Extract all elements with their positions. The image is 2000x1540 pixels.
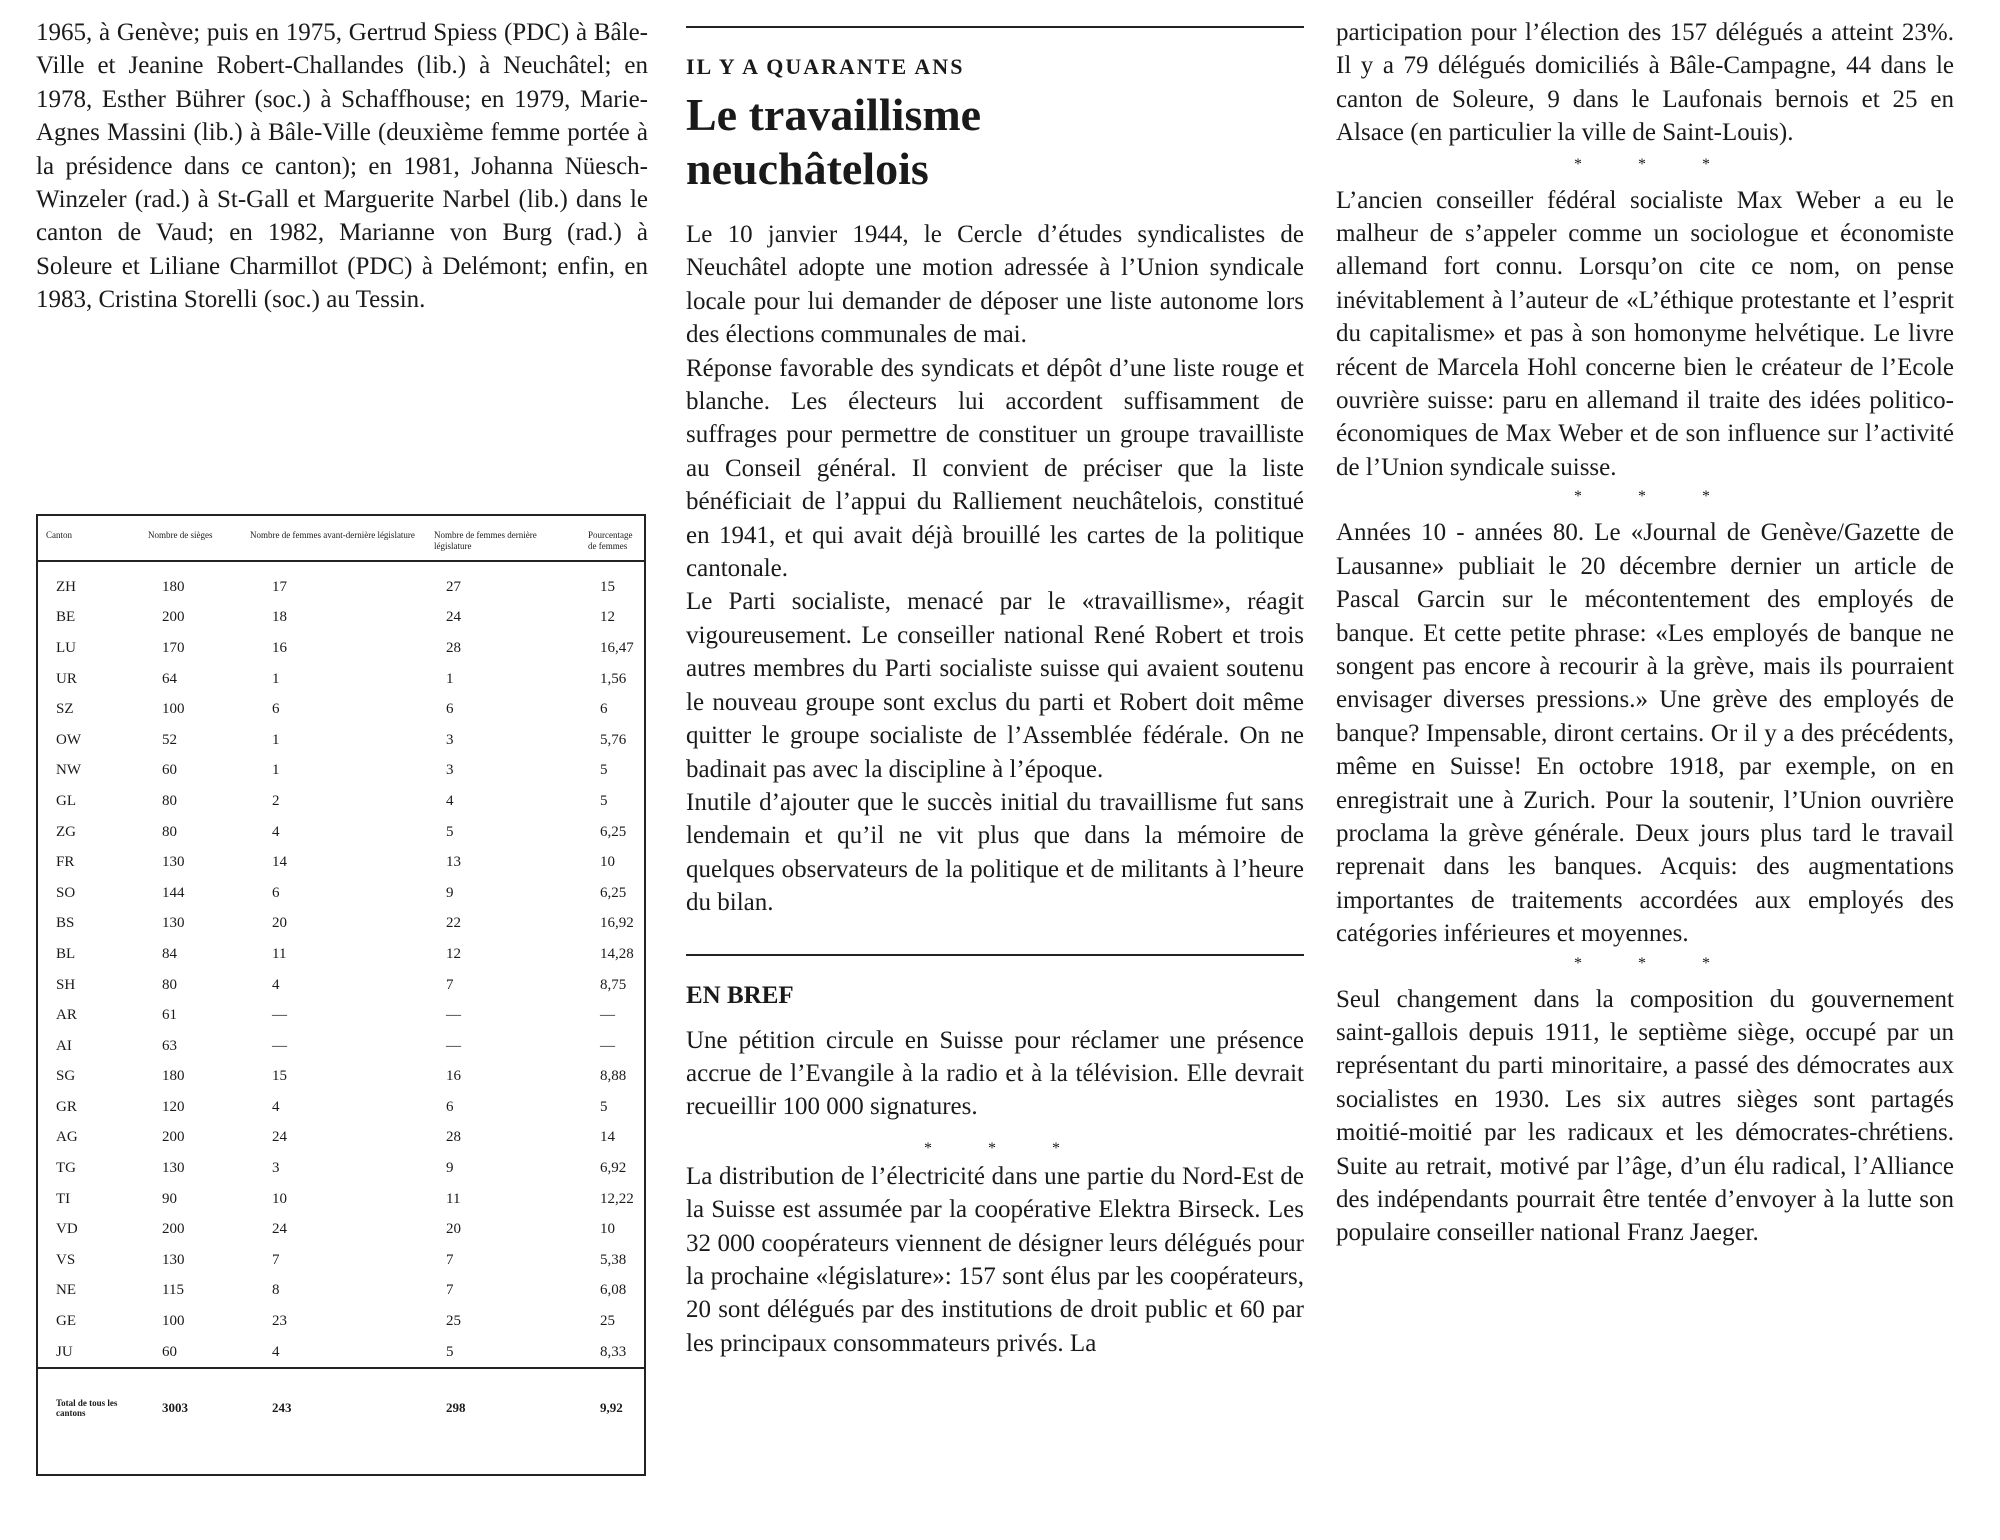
cell-canton: TG: [56, 1160, 76, 1177]
cell-women-last: 28: [446, 639, 461, 656]
cell-women-last: 9: [446, 1160, 454, 1177]
table-row: [38, 1062, 644, 1093]
cell-seats: 170: [162, 639, 185, 656]
header-women-previous: Nombre de femmes avant-dernière législature: [250, 530, 415, 540]
cell-canton: ZH: [56, 578, 76, 595]
cell-seats: 100: [162, 1313, 185, 1330]
table-row: [38, 1214, 644, 1245]
cell-percentage: 8,75: [600, 976, 627, 993]
cell-canton: SG: [56, 1068, 76, 1085]
table-row: [38, 1031, 644, 1062]
cell-women-last: 3: [446, 731, 454, 748]
right-column: [1336, 16, 1954, 1250]
cell-seats: 80: [162, 792, 177, 809]
cell-women-previous: 4: [272, 976, 280, 993]
cell-women-last: 5: [446, 823, 454, 840]
data-table: [38, 516, 644, 1447]
cell-women-last: 6: [446, 1098, 454, 1115]
cell-women-previous: 11: [272, 945, 287, 962]
cell-women-previous: 17: [272, 578, 287, 595]
article-paragraph: Le Parti socialiste, menacé par le «travaillisme», réagit vigoureusement. Le conseiller national René Robert et trois autres membres du Parti socialiste suisse qui avaient soutenu le nouveau groupe sont exclus du parti et Robert doit même quitter le groupe socialiste de l’Assemblée fédérale. On ne badinait pas avec la discipline à l’époque.: [686, 588, 1304, 783]
table-row: [38, 878, 644, 909]
table-row: [38, 1245, 644, 1276]
cell-seats: 120: [162, 1098, 185, 1115]
cell-women-previous: —: [272, 1037, 287, 1054]
cell-canton: SZ: [56, 701, 74, 718]
table-row: [38, 664, 644, 695]
cell-percentage: 16,47: [600, 639, 634, 656]
cell-seats: 144: [162, 884, 185, 901]
cell-women-last: 20: [446, 1221, 461, 1238]
cell-seats: 64: [162, 670, 177, 687]
cell-women-last: 22: [446, 915, 461, 932]
cell-canton: SO: [56, 884, 76, 901]
cell-percentage: 6: [600, 701, 608, 718]
cell-seats: 115: [162, 1282, 184, 1299]
cell-seats: 60: [162, 1343, 177, 1360]
cell-canton: NE: [56, 1282, 76, 1299]
cell-women-last: 7: [446, 976, 454, 993]
table-row: [38, 756, 644, 787]
cell-women-last: 1: [446, 670, 454, 687]
cell-canton: FR: [56, 854, 75, 871]
cell-percentage: 5: [600, 792, 608, 809]
cell-canton: BS: [56, 915, 75, 932]
cell-women-last: 7: [446, 1251, 454, 1268]
cell-percentage: 25: [600, 1313, 615, 1330]
cell-women-previous: 1: [272, 731, 280, 748]
cell-seats: 84: [162, 945, 177, 962]
cell-women-last: 12: [446, 945, 461, 962]
total-women-previous: 243: [242, 1368, 426, 1447]
cell-women-last: 27: [446, 578, 461, 595]
cell-percentage: 14,28: [600, 945, 634, 962]
cell-percentage: 6,08: [600, 1282, 627, 1299]
cell-women-previous: 23: [272, 1313, 287, 1330]
cell-percentage: 10: [600, 1221, 615, 1238]
cell-percentage: 5,38: [600, 1251, 627, 1268]
table-row: [38, 1000, 644, 1031]
table-row: [38, 1092, 644, 1123]
cell-canton: BE: [56, 609, 76, 626]
header-women-last: Nombre de femmes dernière législature: [434, 530, 537, 551]
separator-stars: * * *: [1574, 488, 1736, 506]
left-column: [36, 16, 648, 317]
cell-seats: 130: [162, 1160, 185, 1177]
cell-women-previous: 24: [272, 1129, 287, 1146]
cell-canton: UR: [56, 670, 77, 687]
cell-women-last: 16: [446, 1068, 461, 1085]
cell-canton: GL: [56, 792, 76, 809]
women-parliament-table: [36, 514, 646, 1476]
cell-women-previous: 14: [272, 854, 287, 871]
total-seats: 3003: [140, 1368, 242, 1447]
cell-women-last: 28: [446, 1129, 461, 1146]
bref-item: Années 10 - années 80. Le «Journal de Genève/Gazette de Lausanne» publiait le 20 décembre dernier un article de Pascal Garcin sur le mécontentement des employés de banque. Et cette petite phrase: «Les employés de banque ne songent pas encore à recourir à la grève, mais ils pourraient envisager diverses pressions.» Une grève des employés de banque? Impensable, diront certains. Or il y a des précédents, même en Suisse! En octobre 1918, par exemple, on en enregistrait une à Zurich. Pour la soutenir, l’Union ouvrière proclama la grève générale. Deux jours plus tard le travail reprenait dans les banques. Acquis: des augmentations importantes de traitements accordées aux employés des catégories inférieures et moyennes.: [1336, 519, 1954, 948]
cell-women-last: 3: [446, 762, 454, 779]
bref-item: La distribution de l’électricité dans une partie du Nord-Est de la Suisse est assumée par la coopérative Elektra Birseck. Les 32 000 coopérateurs viennent de désigner leurs délégués pour la prochaine «législature»: 157 sont élus par les coopérateurs, 20 sont délégués par des institutions de droit public et 60 par les principaux consommateurs privés. La: [686, 1162, 1304, 1357]
cell-seats: 130: [162, 915, 185, 932]
separator-stars: * * *: [1574, 155, 1736, 173]
table-row: [38, 1153, 644, 1184]
table-row: [38, 970, 644, 1001]
cell-seats: 61: [162, 1007, 177, 1024]
bref-item: participation pour l’élection des 157 délégués a atteint 23%. Il y a 79 délégués domiciliés à Bâle-Campagne, 44 dans le canton de Soleure, 9 dans le Laufonais bernois et 25 en Alsace (en particulier la ville de Saint-Louis).: [1336, 19, 1954, 147]
cell-seats: 130: [162, 854, 185, 871]
cell-percentage: 6,25: [600, 823, 627, 840]
table-body: [38, 561, 644, 1368]
cell-women-previous: 16: [272, 639, 287, 656]
cell-seats: 180: [162, 1068, 185, 1085]
top-rule: [686, 26, 1304, 28]
cell-canton: TI: [56, 1190, 71, 1207]
cell-women-previous: 1: [272, 762, 280, 779]
cell-percentage: 6,92: [600, 1160, 627, 1177]
cell-women-last: 24: [446, 609, 461, 626]
cell-percentage: 1,56: [600, 670, 627, 687]
cell-women-last: 11: [446, 1190, 461, 1207]
cell-women-last: 7: [446, 1282, 454, 1299]
cell-percentage: 15: [600, 578, 615, 595]
cell-percentage: 8,33: [600, 1343, 627, 1360]
cell-seats: 90: [162, 1190, 177, 1207]
cell-percentage: 5,76: [600, 731, 627, 748]
cell-percentage: 16,92: [600, 915, 634, 932]
total-women-last: 298: [426, 1368, 580, 1447]
table-row: [38, 633, 644, 664]
table-row: [38, 725, 644, 756]
left-paragraph: 1965, à Genève; puis en 1975, Gertrud Spiess (PDC) à Bâle-Ville et Jeanine Robert-Challandes (lib.) à Neuchâtel; en 1978, Esther Bührer (soc.) à Schaffhouse; en 1979, Marie-Agnes Massini (lib.) à Bâle-Ville (deuxième femme portée à la présidence dans ce canton); en 1981, Johanna Nüesch-Winzeler (rad.) à St-Gall et Marguerite Narbel (lib.) dans le canton de Vaud; en 1982, Marianne von Burg (rad.) à Soleure et Liliane Charmillot (PDC) à Delémont; enfin, en 1983, Cristina Storelli (soc.) au Tessin.: [36, 19, 648, 314]
cell-women-previous: 4: [272, 1343, 280, 1360]
article-paragraph: Inutile d’ajouter que le succès initial du travaillisme fut sans lendemain et qu’il ne vit plus que dans la mémoire de quelques observateurs de la politique et de militants à l’heure du bilan.: [686, 788, 1304, 917]
cell-seats: 60: [162, 762, 177, 779]
article-paragraph: Le 10 janvier 1944, le Cercle d’études syndicalistes de Neuchâtel adopte une motion adressée à l’Union syndicale locale pour lui demander de déposer une liste autonome lors des élections communales de mai.: [686, 221, 1304, 349]
table-row: [38, 909, 644, 940]
cell-canton: AI: [56, 1037, 72, 1054]
separator-stars: * * *: [924, 1139, 1086, 1157]
cell-canton: BL: [56, 945, 76, 962]
cell-canton: VD: [56, 1221, 78, 1238]
table-row: [38, 847, 644, 878]
cell-percentage: 6,25: [600, 884, 627, 901]
cell-women-last: 9: [446, 884, 454, 901]
cell-percentage: —: [600, 1007, 615, 1024]
cell-seats: 80: [162, 823, 177, 840]
bref-item: L’ancien conseiller fédéral socialiste Max Weber a eu le malheur de s’appeler comme un sociologue et économiste allemand fort connu. Lorsqu’on cite ce nom, on pense inévitablement à l’auteur de «L’éthique protestante et l’esprit du capitalisme» et pas à son homonyme helvétique. Le livre récent de Marcela Hohl concerne bien le créateur de l’Ecole ouvrière suisse: paru en allemand il traite des idées politico-économiques de Max Weber et de son influence sur l’activité de l’Union syndicale suisse.: [1336, 186, 1954, 481]
article-paragraph: Réponse favorable des syndicats et dépôt d’une liste rouge et blanche. Les électeurs lui accordent suffisamment de suffrages pour permettre de constituer un groupe travailliste au Conseil général. Il convient de préciser que la liste bénéficiait de l’appui du Ralliement neuchâtelois, constitué en 1941, et qui avait déjà brouillé les cartes de la politique cantonale.: [686, 354, 1304, 583]
cell-women-previous: 7: [272, 1251, 280, 1268]
cell-canton: AG: [56, 1129, 78, 1146]
cell-seats: 200: [162, 1129, 185, 1146]
cell-percentage: —: [600, 1037, 615, 1054]
table-row: [38, 939, 644, 970]
cell-canton: VS: [56, 1251, 76, 1268]
cell-canton: NW: [56, 762, 81, 779]
cell-women-previous: 4: [272, 823, 280, 840]
cell-canton: LU: [56, 639, 76, 656]
cell-seats: 100: [162, 701, 185, 718]
table-total-row: [38, 1368, 644, 1447]
cell-percentage: 5: [600, 1098, 608, 1115]
cell-percentage: 12,22: [600, 1190, 634, 1207]
table-row: [38, 694, 644, 725]
cell-canton: GR: [56, 1098, 77, 1115]
total-label: Total de tous les cantons: [38, 1368, 140, 1447]
cell-canton: JU: [56, 1343, 73, 1360]
section-rule: [686, 954, 1304, 956]
cell-seats: 130: [162, 1251, 185, 1268]
table-row: [38, 1276, 644, 1307]
table-row: [38, 1184, 644, 1215]
total-percentage: 9,92: [580, 1368, 644, 1447]
cell-women-previous: 1: [272, 670, 280, 687]
header-seats: Nombre de sièges: [148, 530, 213, 540]
table-row: [38, 817, 644, 848]
table-row: [38, 1123, 644, 1154]
cell-women-previous: 10: [272, 1190, 287, 1207]
table-header-row: [38, 516, 644, 561]
cell-women-last: —: [446, 1007, 461, 1024]
cell-seats: 63: [162, 1037, 177, 1054]
cell-women-previous: 20: [272, 915, 287, 932]
cell-canton: GE: [56, 1313, 76, 1330]
cell-canton: SH: [56, 976, 76, 993]
cell-percentage: 10: [600, 854, 615, 871]
bref-item: Seul changement dans la composition du gouvernement saint-gallois depuis 1911, le septième siège, occupé par un représentant du parti minoritaire, a passé des démocrates aux socialistes en 1930. Les six autres sièges sont partagés moitié-moitié par les radicaux et les démocrates-chrétiens. Suite au retrait, motivé par l’âge, d’un élu radical, l’Alliance des indépendants pourrait être tentée d’envoyer à la lutte son populaire conseiller national Franz Jaeger.: [1336, 985, 1954, 1247]
cell-canton: ZG: [56, 823, 76, 840]
cell-women-last: 4: [446, 792, 454, 809]
cell-women-previous: 24: [272, 1221, 287, 1238]
cell-percentage: 12: [600, 609, 615, 626]
table-row: [38, 786, 644, 817]
en-bref-heading: EN BREF: [686, 981, 794, 1009]
cell-women-last: 13: [446, 854, 461, 871]
cell-women-previous: 4: [272, 1098, 280, 1115]
cell-women-previous: 2: [272, 792, 280, 809]
cell-women-last: 6: [446, 701, 454, 718]
table-row: [38, 603, 644, 634]
cell-seats: 80: [162, 976, 177, 993]
cell-canton: OW: [56, 731, 81, 748]
table-row: [38, 561, 644, 603]
header-percentage: Pourcentage de femmes: [588, 530, 633, 551]
cell-women-previous: 8: [272, 1282, 280, 1299]
separator-stars: * * *: [1574, 954, 1736, 972]
cell-women-previous: 6: [272, 701, 280, 718]
table-row: [38, 1306, 644, 1337]
cell-women-previous: —: [272, 1007, 287, 1024]
cell-women-previous: 6: [272, 884, 280, 901]
cell-women-previous: 15: [272, 1068, 287, 1085]
bref-item: Une pétition circule en Suisse pour réclamer une présence accrue de l’Evangile à la radio et à la télévision. Elle devrait recueillir 100 000 signatures.: [686, 1026, 1304, 1121]
table-row: [38, 1337, 644, 1369]
cell-seats: 180: [162, 578, 185, 595]
cell-women-last: —: [446, 1037, 461, 1054]
cell-women-last: 25: [446, 1313, 461, 1330]
article-headline: Le travaillisme neuchâtelois: [686, 89, 982, 194]
cell-seats: 52: [162, 731, 177, 748]
cell-women-last: 5: [446, 1343, 454, 1360]
article-kicker: IL Y A QUARANTE ANS: [686, 54, 965, 79]
cell-percentage: 8,88: [600, 1068, 627, 1085]
middle-column: [686, 16, 1304, 1360]
cell-percentage: 14: [600, 1129, 615, 1146]
cell-seats: 200: [162, 1221, 185, 1238]
cell-seats: 200: [162, 609, 185, 626]
cell-women-previous: 18: [272, 609, 287, 626]
cell-canton: AR: [56, 1007, 77, 1024]
cell-percentage: 5: [600, 762, 608, 779]
cell-women-previous: 3: [272, 1160, 280, 1177]
header-canton: Canton: [46, 530, 72, 540]
